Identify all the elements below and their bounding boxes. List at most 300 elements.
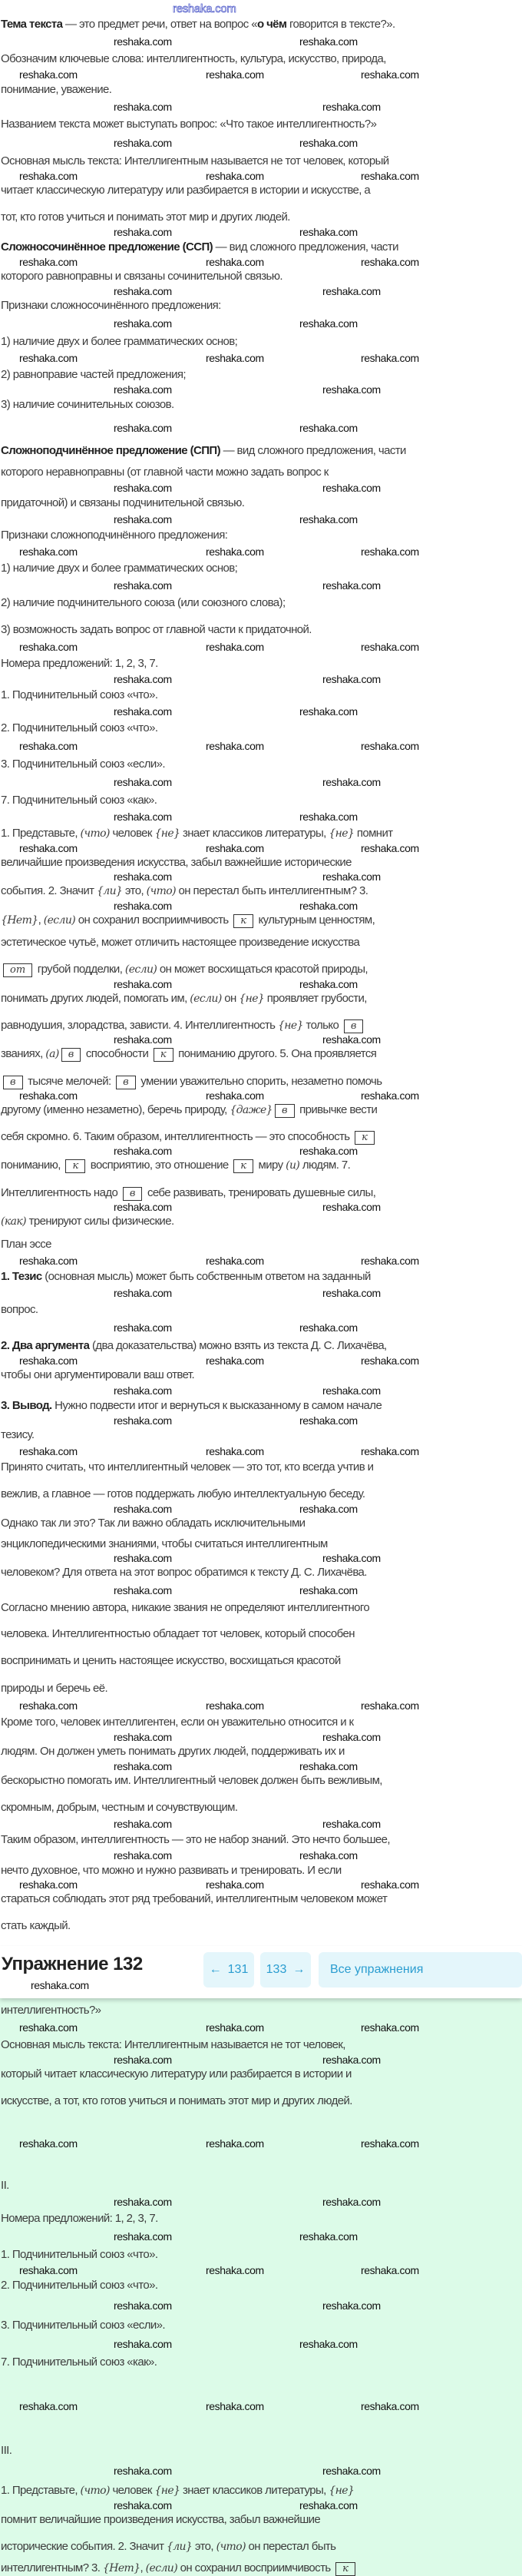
conjunction-marked: (а) [45, 1048, 59, 1060]
text-line [1, 2443, 12, 2458]
text-segment: (два доказательства) можно взять из текста Д. С. Лихачёва, [89, 1339, 387, 1352]
text-segment: 1) наличие двух и более грамматических основ; [1, 335, 238, 348]
text-line [1, 298, 221, 313]
text-line [1, 1863, 342, 1878]
text-segment: помнит величайшие произведения искусства, забыл важнейшие [1, 2513, 321, 2526]
text-line [1, 688, 157, 703]
text-line [1, 528, 227, 543]
text-segment: План эссе [1, 1238, 51, 1251]
watermark: reshaka.com [322, 1552, 381, 1564]
text-segment: это, [192, 2540, 216, 2553]
watermark: reshaka.com [322, 2465, 381, 2477]
text-segment: Основная мысль текста: Интеллигентным называется не тот человек, который [1, 154, 389, 167]
text-line [1, 2561, 358, 2576]
conjunction-marked: (и) [286, 1159, 300, 1172]
text-line [1, 51, 386, 67]
watermark: reshaka.com [361, 1699, 419, 1712]
watermark: reshaka.com [361, 256, 419, 268]
watermark: reshaka.com [299, 226, 358, 238]
text-segment: говорится в тексте?». [286, 18, 395, 31]
watermark: reshaka.com [114, 811, 172, 823]
text-segment: нечто духовное, что можно и нужно развивать и тренировать. И если [1, 1864, 342, 1877]
particle-marked: {ли} [166, 2541, 193, 2553]
watermark: reshaka.com [114, 482, 172, 494]
text-segment: которого неравноправны (от главной части можно задать вопрос к [1, 466, 329, 479]
text-segment: вопрос. [1, 1303, 38, 1316]
text-segment: 2) равноправие частей предложения; [1, 368, 186, 381]
bold-term: Тема текста [1, 18, 63, 31]
text-line [1, 465, 329, 480]
watermark: reshaka.com [114, 2465, 172, 2477]
watermark: reshaka.com [361, 2021, 419, 2034]
text-segment: которого равноправны и связаны сочинительной связью. [1, 270, 282, 283]
text-segment: грубой подделки, [35, 963, 125, 976]
next-exercise-button[interactable] [260, 1952, 311, 1988]
text-segment: людям. Он должен уметь понимать других людей, поддерживать их и [1, 1745, 345, 1758]
marked-word: что [150, 885, 173, 897]
text-line [1, 826, 393, 841]
conjunction-marked: (если) [190, 993, 222, 1005]
text-segment: читает классическую литературу или разбирается в истории и искусстве, а [1, 184, 371, 197]
watermark: reshaka.com [19, 1445, 78, 1457]
conjunction-marked: (что) [216, 2541, 246, 2553]
watermark: reshaka.com [19, 256, 78, 268]
text-segment: людям. 7. [299, 1159, 351, 1172]
text-line [1, 1744, 345, 1759]
marked-word: не [160, 827, 174, 840]
text-segment: пониманию, [1, 1159, 64, 1172]
text-segment: это, [122, 884, 147, 897]
watermark: reshaka.com [114, 1145, 172, 1157]
text-line [1, 1600, 369, 1616]
watermark: reshaka.com [114, 35, 172, 48]
text-line [1, 1338, 387, 1354]
text-segment: 1. Представьте, [1, 827, 81, 840]
watermark: reshaka.com [322, 870, 381, 883]
text-line [1, 1158, 350, 1173]
watermark: reshaka.com [361, 1089, 419, 1102]
text-segment: он [221, 992, 240, 1005]
watermark: reshaka.com [114, 900, 172, 912]
preposition-boxed: к [65, 1159, 85, 1173]
watermark: reshaka.com [299, 2338, 358, 2350]
text-segment: человека. Интеллигентностью обладает тот человек, который способен [1, 1627, 355, 1640]
watermark: reshaka.com [206, 1255, 264, 1267]
marked-word: Нет [7, 914, 32, 927]
watermark: reshaka.com [206, 1878, 264, 1891]
text-segment: величайшие произведения искусства, забыл важнейшие исторические [1, 856, 352, 869]
watermark: reshaka.com [114, 317, 172, 330]
text-line [1, 1046, 376, 1062]
watermark: reshaka.com [322, 1201, 381, 1213]
watermark: reshaka.com [206, 1089, 264, 1102]
watermark: reshaka.com [299, 811, 358, 823]
marked-word: ли [103, 885, 117, 897]
text-segment: природы и беречь её. [1, 1682, 108, 1695]
prev-exercise-label: 131 [227, 1963, 249, 1976]
marked-word: не [245, 993, 258, 1005]
text-line [1, 2094, 352, 2109]
text-segment: тот, кто готов учиться и понимать этот мир и других людей. [1, 211, 290, 224]
text-line [1, 2539, 335, 2554]
watermark: reshaka.com [299, 2499, 358, 2511]
text-line [1, 82, 111, 98]
watermark: reshaka.com [361, 2400, 419, 2412]
watermark: reshaka.com [19, 1089, 78, 1102]
text-segment: 2. Подчинительный союз «что». [1, 721, 158, 734]
watermark: reshaka.com [361, 352, 419, 364]
watermark: reshaka.com [114, 1818, 172, 1830]
watermark: reshaka.com [114, 2196, 172, 2208]
text-segment: интеллигентным? 3. [1, 2561, 103, 2574]
watermark: reshaka.com [361, 545, 419, 558]
watermark: reshaka.com [114, 226, 172, 238]
marked-word: как [4, 1215, 23, 1228]
text-line [1, 1214, 174, 1229]
bold-term: 1. Тезис [1, 1270, 42, 1283]
watermark: reshaka.com [361, 842, 419, 854]
conjunction-marked: (если) [145, 2562, 178, 2574]
watermark: reshaka.com [206, 2021, 264, 2034]
text-segment: Принято считать, что интеллигентный человек — это тот, кто всегда учтив и [1, 1460, 374, 1474]
watermark: reshaka.com [206, 1699, 264, 1712]
bold-term: Сложносочинённое предложение (ССП) [1, 240, 213, 254]
watermark: reshaka.com [322, 285, 381, 297]
text-segment: он может восхищаться красотой природы, [157, 963, 368, 976]
text-line [1, 1516, 305, 1531]
watermark: reshaka.com [19, 2021, 78, 2034]
bold-term: Сложноподчинённое предложение (СПП) [1, 444, 220, 457]
text-line [1, 2278, 157, 2293]
watermark: reshaka.com [114, 2338, 172, 2350]
text-line [1, 757, 165, 772]
text-line [1, 561, 237, 576]
watermark: reshaka.com [322, 1384, 381, 1397]
text-segment: миру [255, 1159, 286, 1172]
watermark: reshaka.com [114, 1384, 172, 1397]
watermark: reshaka.com [299, 2230, 358, 2243]
text-line [1, 154, 389, 169]
watermark: reshaka.com [114, 776, 172, 788]
watermark: reshaka.com [114, 2054, 172, 2066]
preposition-boxed: в [344, 1019, 364, 1033]
watermark: reshaka.com [114, 1321, 172, 1334]
text-segment: Таким образом, интеллигентность — это не набор знаний. Это нечто большее, [1, 1833, 390, 1846]
watermark: reshaka.com [322, 2196, 381, 2208]
prev-exercise-button[interactable] [203, 1952, 254, 1988]
particle-marked: {ли} [96, 885, 123, 897]
text-line [1, 17, 395, 32]
text-segment: восприятию, это отношение [88, 1159, 232, 1172]
watermark: reshaka.com [299, 137, 358, 149]
watermark: reshaka.com [19, 842, 78, 854]
text-segment: интеллигентность?» [1, 2004, 101, 2017]
text-line [1, 1681, 107, 1696]
marked-word: если [149, 2562, 174, 2574]
watermark: reshaka.com [322, 101, 381, 113]
all-exercises-button[interactable] [319, 1952, 522, 1988]
text-segment: 3) наличие сочинительных союзов. [1, 398, 174, 411]
text-segment: II. [1, 2179, 9, 2192]
text-segment: 1. Подчинительный союз «что». [1, 688, 158, 701]
watermark: reshaka.com [114, 2299, 172, 2312]
watermark: reshaka.com [19, 2264, 78, 2276]
watermark: reshaka.com [114, 705, 172, 718]
watermark: reshaka.com [114, 513, 172, 525]
watermark: reshaka.com [206, 170, 264, 182]
watermark: reshaka.com [19, 2400, 78, 2412]
text-segment: энциклопедическими знаниями, чтобы считаться интеллигентным [1, 1537, 328, 1550]
watermark: reshaka.com [114, 978, 172, 990]
conjunction-marked: (что) [80, 2485, 110, 2497]
text-segment: 2. Подчинительный союз «что». [1, 2279, 158, 2292]
watermark: reshaka.com [206, 1354, 264, 1367]
text-segment: 1) наличие двух и более грамматических основ; [1, 562, 238, 575]
text-line [1, 1565, 367, 1580]
marked-word: если [193, 993, 218, 1005]
particle-marked: {не} [329, 827, 355, 840]
conjunction-marked: (что) [80, 827, 110, 840]
watermark: reshaka.com [361, 2137, 419, 2150]
marked-word: даже [236, 1104, 266, 1116]
text-line [1, 935, 359, 950]
text-segment: Признаки сложноподчинённого предложения: [1, 529, 228, 542]
watermark: reshaka.com [114, 579, 172, 592]
text-segment: знает классиков литературы, [180, 2484, 329, 2497]
all-exercises-label: Все упражнения [330, 1963, 424, 1976]
conjunction-marked: (если) [43, 914, 76, 927]
text-segment: бескорыстно помогать им. Интеллигентный человек должен быть вежливым, [1, 1774, 382, 1787]
watermark: reshaka.com [114, 1033, 172, 1046]
watermark: reshaka.com [114, 2499, 172, 2511]
marked-word: не [335, 2485, 348, 2497]
text-segment: чтобы они аргументировали ваш ответ. [1, 1368, 195, 1381]
text-line [1, 443, 406, 459]
preposition-boxed: к [233, 914, 253, 928]
text-line [1, 2318, 165, 2333]
text-line [1, 269, 282, 284]
watermark: reshaka.com [299, 1849, 358, 1862]
watermark: reshaka.com [206, 2400, 264, 2412]
text-segment: Основная мысль текста: Интеллигентным называется не тот человек, [1, 2038, 345, 2051]
watermark: reshaka.com [114, 1849, 172, 1862]
text-segment: Кроме того, человек интеллигентен, если он уважительно относится и к [1, 1716, 354, 1729]
watermark: reshaka.com [322, 383, 381, 396]
exercise-title: Упражнение 132 [2, 1954, 143, 1974]
text-segment: (основная мысль) может быть собственным ответом на заданный [41, 1270, 371, 1283]
text-line [1, 962, 368, 977]
text-line [1, 991, 367, 1006]
watermark: reshaka.com [299, 1760, 358, 1772]
text-line [1, 334, 237, 350]
text-line [1, 1237, 51, 1252]
watermark: reshaka.com [114, 1552, 172, 1564]
watermark: reshaka.com [206, 2137, 264, 2150]
marked-word: что [220, 2541, 243, 2553]
text-segment: он перестал быть [245, 2540, 336, 2553]
watermark: reshaka.com [322, 1731, 381, 1743]
marked-word: не [160, 2485, 174, 2497]
watermark: reshaka.com [19, 2137, 78, 2150]
watermark: reshaka.com [206, 352, 264, 364]
watermark: reshaka.com [114, 673, 172, 685]
watermark: reshaka.com [206, 2264, 264, 2276]
watermark: reshaka.com [31, 1979, 89, 1991]
watermark: reshaka.com [19, 68, 78, 81]
text-segment: III. [1, 2444, 12, 2457]
next-exercise-label: 133 [266, 1963, 287, 1976]
text-line [1, 1537, 328, 1552]
preposition-boxed: в [275, 1104, 295, 1118]
watermark: reshaka.com [299, 35, 358, 48]
text-segment: стать каждый. [1, 1919, 71, 1932]
text-line [1, 367, 186, 383]
watermark: reshaka.com [19, 1354, 78, 1367]
text-line [1, 1185, 375, 1201]
marked-word: что [84, 827, 107, 840]
watermark: reshaka.com [114, 870, 172, 883]
watermark: reshaka.com [114, 285, 172, 297]
watermark: reshaka.com [299, 1321, 358, 1334]
watermark: reshaka.com [322, 1033, 381, 1046]
watermark: reshaka.com [322, 1287, 381, 1299]
text-segment: — вид сложного предложения, части [220, 444, 406, 457]
watermark: reshaka.com [322, 2054, 381, 2066]
watermark: reshaka.com [114, 1503, 172, 1515]
watermark: reshaka.com [299, 513, 358, 525]
marked-word: а [49, 1048, 55, 1060]
text-segment: Номера предложений: 1, 2, 3, 7. [1, 2212, 158, 2225]
text-line [1, 1460, 373, 1475]
text-segment: 2) наличие подчинительного союза (или союзного слова); [1, 596, 286, 609]
watermark: reshaka.com [114, 1760, 172, 1772]
watermark: reshaka.com [114, 137, 172, 149]
text-line [1, 2355, 157, 2370]
text-segment: пониманию другого. 5. Она проявляется [175, 1047, 377, 1060]
marked-word: и [289, 1159, 296, 1172]
preposition-boxed: от [3, 963, 32, 977]
watermark: reshaka.com [322, 579, 381, 592]
watermark: reshaka.com [361, 2264, 419, 2276]
text-segment: Обозначим ключевые слова: интеллигентность, культура, искусство, природа, [1, 52, 386, 65]
text-segment: он сохранил восприимчивость [177, 2561, 334, 2574]
text-segment: искусстве, а тот, кто готов учиться и понимать этот мир и других людей. [1, 2094, 352, 2107]
bold-term: 2. Два аргумента [1, 1339, 90, 1352]
watermark: reshaka.com [361, 68, 419, 81]
text-segment: стараться соблюдать этот ряд требований, интеллигентным человеком может [1, 1892, 388, 1905]
watermark: reshaka.com [361, 1354, 419, 1367]
watermark: reshaka.com [361, 641, 419, 653]
text-segment: культурным ценностям, [255, 913, 375, 927]
preposition-boxed: к [154, 1048, 173, 1062]
marked-word: не [284, 1019, 297, 1032]
text-segment: который читает классическую литературу или разбирается в истории и [1, 2067, 352, 2080]
watermark: reshaka.com [19, 170, 78, 182]
watermark: reshaka.com [114, 1414, 172, 1427]
text-segment: эстетическое чутьё, может отличить настоящее произведение искусства [1, 936, 360, 949]
watermark: reshaka.com [322, 1818, 381, 1830]
text-line [1, 1626, 355, 1642]
text-line [1, 117, 376, 132]
text-segment: помнит [354, 827, 393, 840]
watermark: reshaka.com [299, 1145, 358, 1157]
text-segment: , [38, 913, 44, 927]
text-line [1, 2178, 9, 2193]
text-line [1, 1102, 377, 1118]
text-segment: 3) возможность задать вопрос от главной части к придаточной. [1, 623, 312, 636]
text-segment: скромным, добрым, честным и сочувствующим. [1, 1801, 238, 1814]
text-line [1, 855, 352, 870]
watermark: reshaka.com [361, 170, 419, 182]
text-segment: человеком? Для ответа на этот вопрос обратимся к тексту Д. С. Лихачёва. [1, 1566, 367, 1579]
text-segment: тезису. [1, 1428, 35, 1441]
text-segment: Номера предложений: 1, 2, 3, 7. [1, 657, 158, 670]
watermark: reshaka.com [114, 1584, 172, 1596]
text-line [1, 656, 158, 671]
text-line [1, 2512, 320, 2528]
text-line [1, 793, 157, 808]
watermark: reshaka.com [114, 1287, 172, 1299]
text-line [1, 1653, 341, 1669]
text-line [1, 2003, 101, 2018]
text-line [1, 1891, 387, 1907]
watermark: reshaka.com [114, 422, 172, 434]
particle-marked: {Нет} [1, 914, 38, 927]
text-segment: Признаки сложносочинённого предложения: [1, 299, 221, 312]
text-segment: Согласно мнению автора, никакие звания не определяют интеллигентного [1, 1601, 370, 1614]
watermark: reshaka.com [322, 673, 381, 685]
text-segment: — это предмет речи, ответ на вопрос « [62, 18, 257, 31]
text-segment: события. 2. Значит [1, 884, 97, 897]
text-segment: человек [109, 827, 155, 840]
text-segment: понимать других людей, помогать им, [1, 992, 190, 1005]
site-logo: reshaka.com [173, 2, 236, 15]
watermark: reshaka.com [19, 740, 78, 752]
exercise-nav-bar [0, 1946, 522, 1998]
watermark: reshaka.com [322, 776, 381, 788]
watermark: reshaka.com [299, 900, 358, 912]
watermark: reshaka.com [19, 352, 78, 364]
text-line [1, 1487, 365, 1502]
watermark: reshaka.com [114, 383, 172, 396]
bold-term: о чём [256, 18, 287, 31]
preposition-boxed: в [123, 1187, 143, 1201]
text-segment: воспринимать и ценить настоящее искусство, восхищаться красотой [1, 1654, 341, 1667]
text-segment: Однако так ли это? Так ли важно обладать исключительными [1, 1517, 306, 1530]
text-segment: 1. Представьте, [1, 2484, 81, 2497]
watermark: reshaka.com [206, 1445, 264, 1457]
preposition-boxed: к [233, 1159, 253, 1173]
text-segment: способности [83, 1047, 151, 1060]
text-segment: 3. Подчинительный союз «если». [1, 2319, 165, 2332]
text-line [1, 1918, 71, 1934]
text-segment: Нужно подвести итог и вернуться к высказанному в самом начале [51, 1399, 382, 1412]
text-segment: равнодушия, злорадства, зависти. 4. Интеллигентность [1, 1019, 278, 1032]
text-line [1, 1302, 38, 1318]
text-segment: званиях, [1, 1047, 46, 1060]
watermark: reshaka.com [361, 1878, 419, 1891]
watermark: reshaka.com [114, 2230, 172, 2243]
marked-word: не [335, 827, 348, 840]
watermark: reshaka.com [206, 842, 264, 854]
text-segment: 7. Подчинительный союз «как». [1, 794, 157, 807]
text-segment: придаточной) и связаны подчинительной связью. [1, 496, 245, 509]
watermark: reshaka.com [361, 1255, 419, 1267]
text-segment: 3. Подчинительный союз «если». [1, 758, 165, 771]
arrow-left-icon: ← [209, 1963, 222, 1976]
text-line [1, 2211, 158, 2226]
text-line [1, 884, 368, 899]
